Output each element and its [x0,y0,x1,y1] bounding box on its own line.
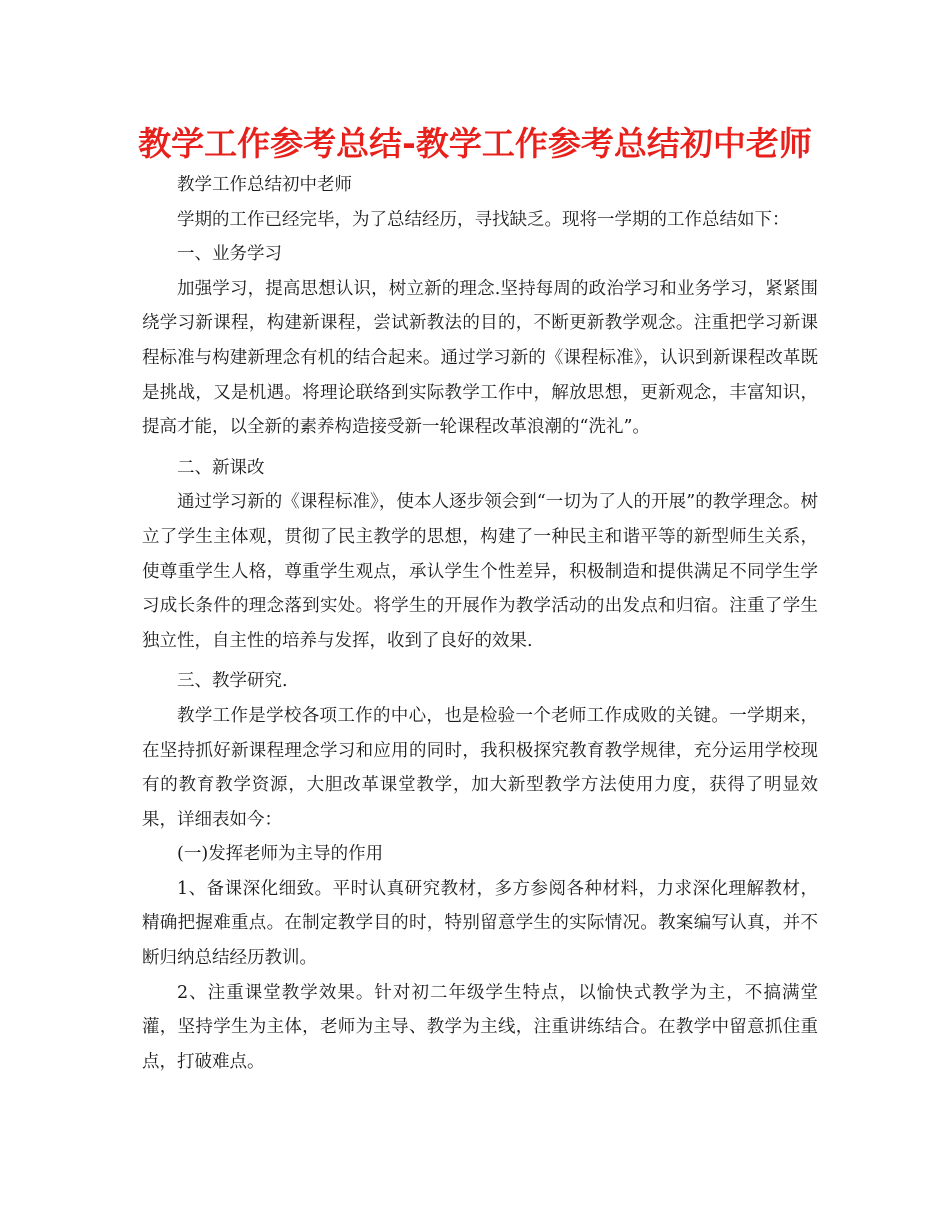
heading-teacher-role: (一)发挥老师为主导的作用 [177,844,384,865]
document-title: 教学工作参考总结-教学工作参考总结初中老师 [138,124,812,163]
heading-business-study: 一、业务学习 [177,244,282,265]
paragraph-teaching-research: 教学工作是学校各项工作的中心，也是检验一个老师工作成败的关键。一学期来，在坚持抓好新课程理念学习和应用的同时，我积极探究教育教学规律，充分运用学校现有的教育教学资源，大胆改革课堂教学，加大新型教学方法使用力度，获得了明显效果，详细表如今： [142,705,818,830]
document-body [142,168,818,1079]
paragraph-lesson-prep: 1、备课深化细致。平时认真研究教材，多方参阅各种材料，力求深化理解教材，精确把握难重点。在制定教学目的时，特别留意学生的实际情况。教案编写认真，并不断归纳总结经历教训。 [142,878,818,969]
paragraph-intro: 学期的工作已经完毕，为了总结经历，寻找缺乏。现将一学期的工作总结如下： [177,209,790,230]
paragraph-new-curriculum: 通过学习新的《课程标准》，使本人逐步领会到“一切为了人的开展”的教学理念。树立了学生主体观，贯彻了民主教学的思想，构建了一种民主和谐平等的新型师生关系，使尊重学生人格，尊重学生观点，承认学生个性差异，积极制造和提供满足不同学生学习成长条件的理念落到实处。将学生的开展作为教学活动的出发点和归宿。注重了学生独立性，自主性的培养与发挥，收到了良好的效果. [142,492,818,651]
paragraph-business-study: 加强学习，提高思想认识，树立新的理念.坚持每周的政治学习和业务学习，紧紧围绕学习新课程，构建新课程，尝试新教法的目的，不断更新教学观念。注重把学习新课程标准与构建新理念有机的结合起来。通过学习新的《课程标准》，认识到新课程改革既是挑战，又是机遇。将理论联络到实际教学工作中，解放思想，更新观念，丰富知识，提高才能，以全新的素养构造接受新一轮课程改革浪潮的“洗礼”。 [142,278,818,438]
heading-new-curriculum: 二、新课改 [177,457,265,478]
paragraph-subtitle: 教学工作总结初中老师 [177,175,352,195]
heading-teaching-research: 三、教学研究. [177,671,288,692]
paragraph-classroom-effect: 2、注重课堂教学效果。针对初二年级学生特点，以愉快式教学为主，不搞满堂灌，坚持学生为主体，老师为主导、教学为主线，注重讲练结合。在教学中留意抓住重点，打破难点。 [142,982,818,1072]
